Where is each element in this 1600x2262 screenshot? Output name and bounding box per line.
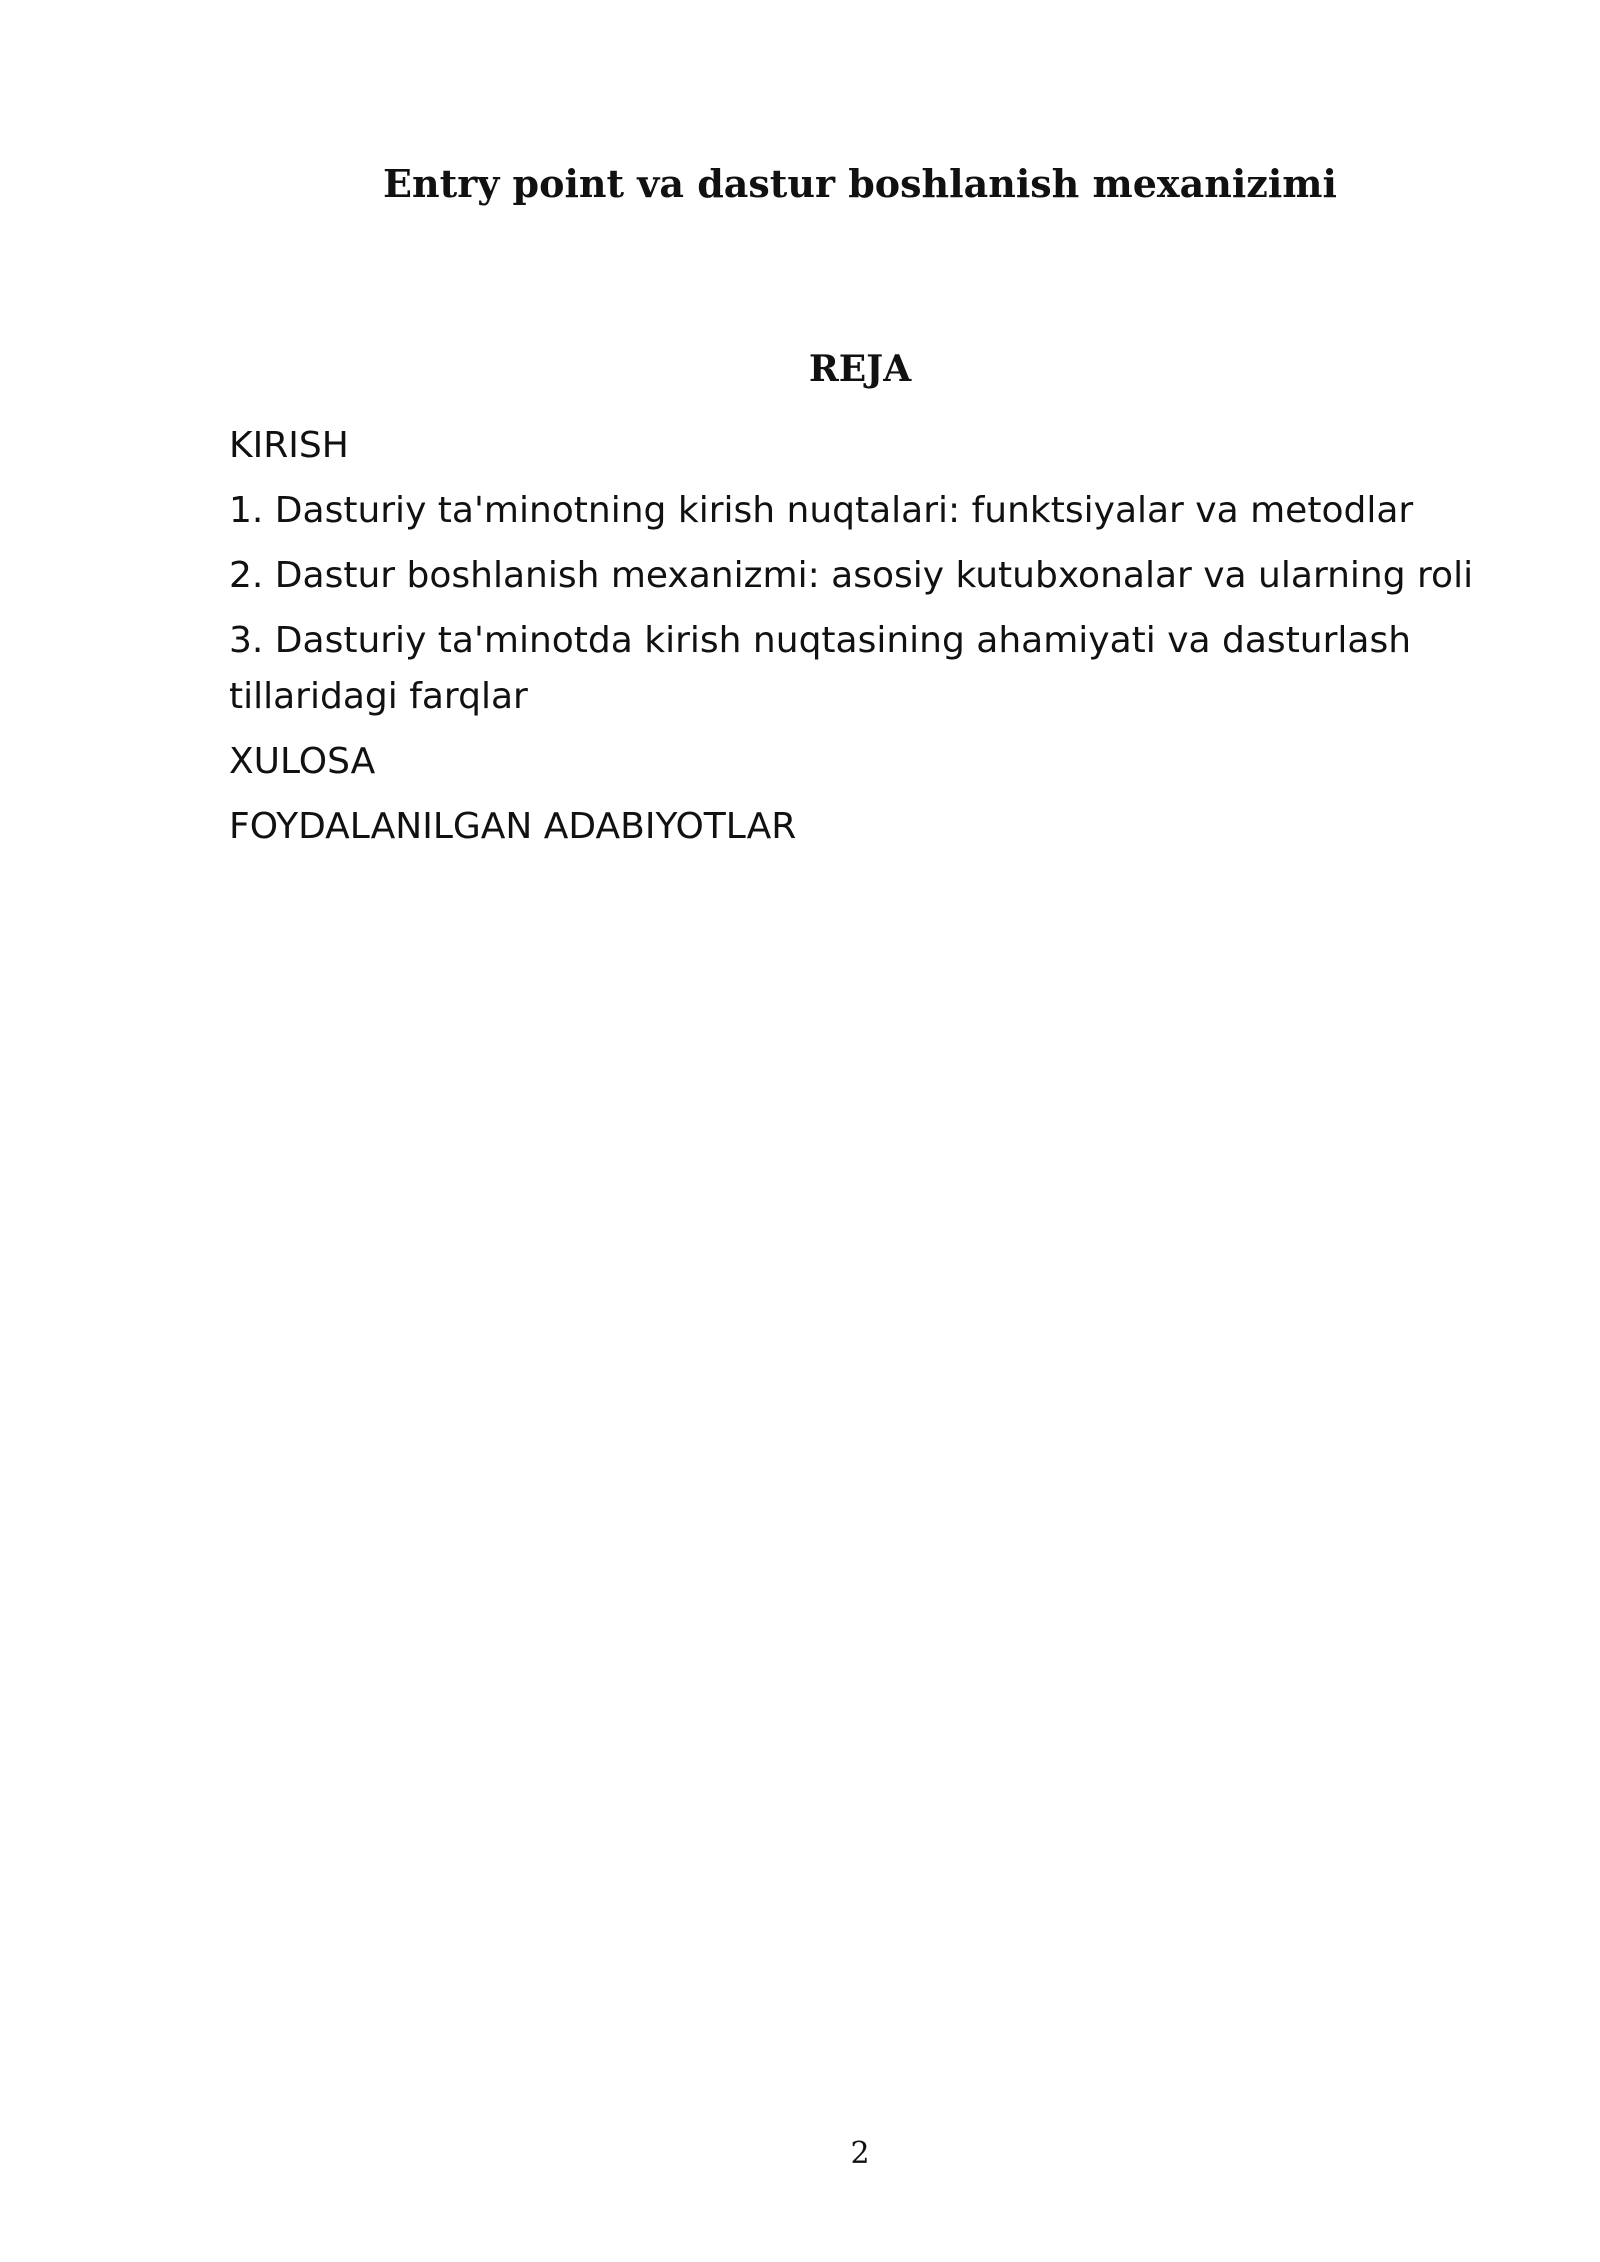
- plan-item-references: FOYDALANILGAN ADABIYOTLAR: [229, 806, 797, 847]
- plan-item-introduction: KIRISH: [229, 425, 349, 466]
- plan-heading: REJA: [808, 348, 912, 390]
- plan-item-3: 3. Dasturiy ta'minotda kirish nuqtasining ahamiyati va dasturlash tillaridagi farqlar: [229, 620, 1412, 717]
- plan-item-conclusion: XULOSA: [229, 741, 376, 782]
- plan-list: [229, 418, 1529, 864]
- document-title: Entry point va dastur boshlanish mexanizimi: [383, 161, 1337, 206]
- plan-item-1: 1. Dasturiy ta'minotning kirish nuqtalari: funktsiyalar va metodlar: [229, 490, 1414, 531]
- plan-item-2: 2. Dastur boshlanish mexanizmi: asosiy kutubxonalar va ularning roli: [229, 555, 1474, 596]
- page-number: 2: [850, 2136, 870, 2171]
